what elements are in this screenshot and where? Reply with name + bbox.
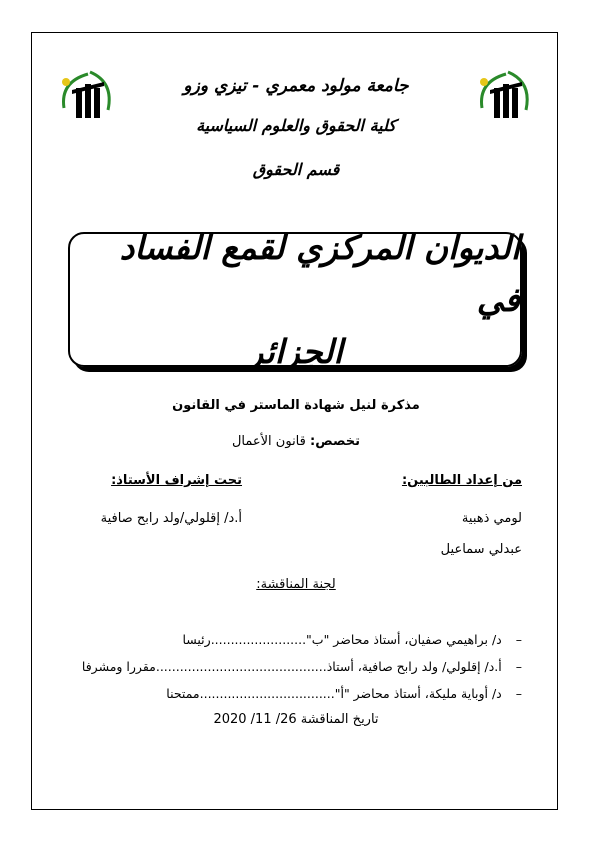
committee-member-text: د/ أوباية مليكة، أستاذ محاضر "أ"..................................ممتحنا	[166, 686, 502, 701]
faculty-name: كلية الحقوق والعلوم السياسية	[196, 116, 396, 135]
specialty-label: تخصص:	[310, 434, 361, 449]
department-name: قسم الحقوق	[252, 160, 340, 179]
memo-description: مذكرة لنيل شهادة الماستر في القانون	[172, 398, 420, 413]
list-dash: –	[515, 632, 522, 647]
committee-member	[62, 686, 522, 701]
committee-label: لجنة المناقشة:	[256, 577, 336, 592]
list-dash: –	[515, 659, 522, 674]
specialty-value: قانون الأعمال	[231, 434, 306, 449]
specialty	[0, 434, 592, 449]
students-label: من إعداد الطالبين:	[401, 473, 522, 488]
committee-member-text: د/ براهيمي صفيان، أستاذ محاضر "ب"........................رئيسا	[182, 632, 502, 647]
thesis-title-line2: الجزائر	[247, 331, 343, 371]
committee-member	[62, 659, 522, 674]
supervisor-label: تحت إشراف الأستاذ:	[111, 473, 242, 488]
thesis-title-line1: الديوان المركزي لقمع الفساد في	[119, 227, 520, 319]
university-name: جامعة مولود معمري - تيزي وزو	[183, 76, 409, 96]
student-name: لومي ذهبية	[461, 511, 522, 526]
committee-member-text: أ.د/ إقلولي/ ولد رابح صافية، أستاذ...........................................مقررا ومشرفا	[81, 659, 502, 674]
student-name: عبدلي سماعيل	[440, 542, 522, 557]
list-dash: –	[515, 686, 522, 701]
supervisor-name: أ.د/ إقلولي/ولد رابح صافية	[100, 511, 242, 526]
thesis-title-box	[68, 227, 522, 371]
committee-member	[62, 632, 522, 647]
defense-date: تاريخ المناقشة 26/ 11/ 2020	[213, 712, 379, 727]
